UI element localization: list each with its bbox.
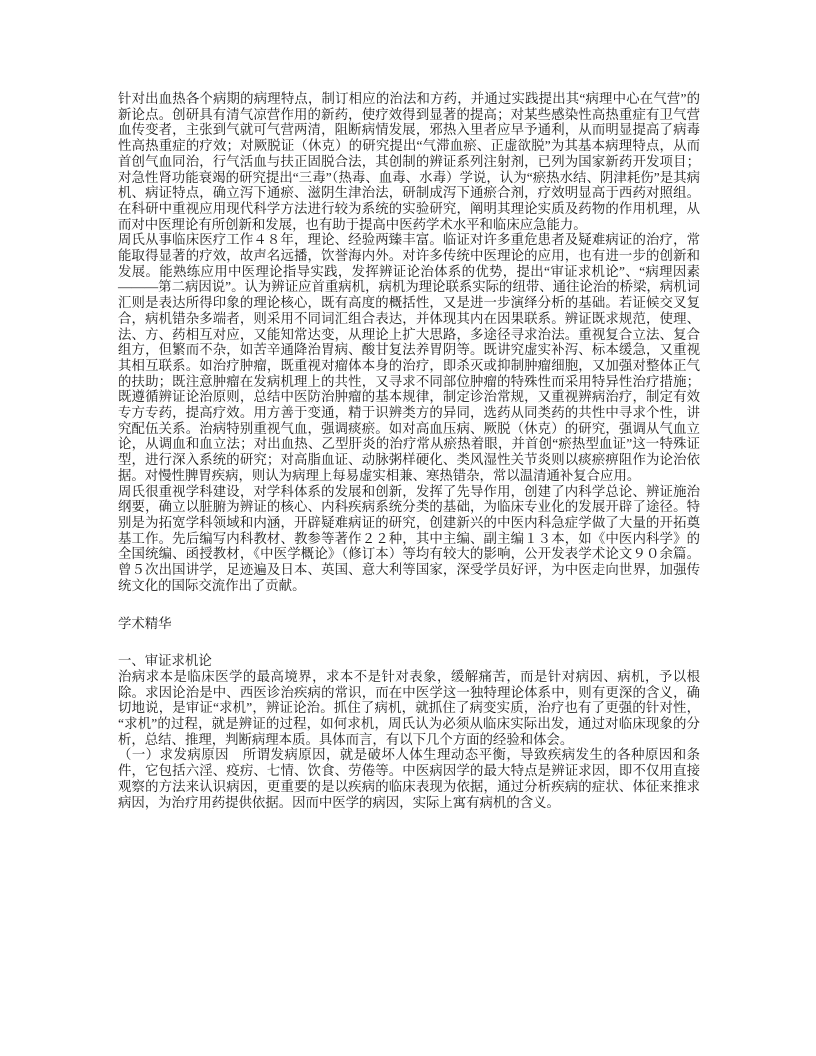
- paragraph-research-achievements: 针对出血热各个病期的病理特点，制订相应的治法和方药，并通过实践提出其“病理中心在气营”的新论点。创研具有清气凉营作用的新药，使疗效得到显著的提高；对某些感染性高热重症有卫气营血传变者，主张到气就可气营两清，阻断病情发展，邪热入里者应早予通利，从而明显提高了病毒性高热重症的疗效；对厥脱证（休克）的研究提出“气滞血瘀、正虚欲脱”为其基本病理特点，从而首创气血同治，行气活血与扶正固脱合法，其创制的辨证系列注射剂，已列为国家新药开发项目；对急性肾功能衰竭的研究提出“三毒”（热毒、血毒、水毒）学说，认为“瘀热水结、阴津耗伤”是其病机、病证特点，确立泻下通瘀、滋阴生津治法，研制成泻下通瘀合剂，疗效明显高于西药对照组。在科研中重视应用现代科学方法进行较为系统的实验研究，阐明其理论实质及药物的作用机理，从而对中医理论有所创新和发展，也有助于提高中医药学术水平和临床应急能力。: [118, 91, 700, 232]
- section-heading-academic-essence: 学术精华: [118, 615, 172, 631]
- paragraph-discipline-building: 周氏很重视学科建设，对学科体系的发展和创新，发挥了先导作用，创建了内科学总论、辨证施治纲要，确立以脏腑为辨证的核心、内科疾病系统分类的基础，为临床专业化的发展开辟了途径。特别是为拓宽学科领域和内涵，开辟疑难病证的研究，创建新兴的中医内科急症学做了大量的开拓奠基工作。先后编写内科教材、教参等著作２２种，其中主编、副主编１３本，如《中医内科学》的全国统编、函授教材，《中医学概论》（修订本）等均有较大的影响，公开发表学术论文９０余篇。曾５次出国讲学，足迹遍及日本、英国、意大利等国家，深受学员好评，为中医走向世界，加强传统文化的国际交流作出了贡献。: [118, 483, 700, 593]
- paragraph-clinical-experience: 周氏从事临床医疗工作４８年，理论、经验两臻丰富。临证对许多重危患者及疑难病证的治疗，常能取得显著的疗效，故声名远播，饮誉海内外。对许多传统中医理论的应用，也有进一步的创新和发展。能熟练应用中医理论指导实践，发挥辨证论治体系的优势，提出“审证求机论”、“病理因素———第二病因说”。认为辨证应首重病机，病机为理论联系实际的纽带、通往论治的桥梁，病机词汇则是表达所得印象的理论核心，既有高度的概括性，又是进一步演绎分析的基础。若证候交叉复合，病机错杂多端者，则采用不同词汇组合表达，并体现其内在因果联系。辨证既求规范，使理、法、方、药相互对应，又能知常达变，从理论上扩大思路，多途径寻求治法。重视复合立法、复合组方，但繁而不杂，如苦辛通降治胃病、酸甘复法养胃阴等。既讲究虚实补泻、标本缓急，又重视其相互联系。如治疗肿瘤，既重视对瘤体本身的治疗，即杀灭或抑制肿瘤细胞，又加强对整体正气的扶助；既注意肿瘤在发病机理上的共性，又寻求不同部位肿瘤的特殊性而采用特异性治疗措施；既遵循辨证论治原则，总结中医防治肿瘤的基本规律，制定诊治常规，又重视辨病治疗，制定有效专方专药，提高疗效。用方善于变通，精于识辨类方的异同，选药从同类药的共性中寻求个性，讲究配伍关系。治病特别重视气血，强调痰瘀。如对高血压病、厥脱（休克）的研究，强调从气血立论，从调血和血立法；对出血热、乙型肝炎的治疗常从瘀热着眼，并首创“瘀热型血证”这一特殊证型，进行深入系统的研究；对高脂血证、动脉粥样硬化、类风湿性关节炎则以痰瘀痹阻作为论治依据。对慢性脾胃疾病，则认为病理上每易虚实相兼、寒热错杂，常以温清通补复合应用。: [118, 232, 700, 483]
- subsection-heading-pattern-mechanism: 一、审证求机论: [118, 653, 212, 669]
- paragraph-treating-root-cause: 治病求本是临床医学的最高境界，求本不是针对表象，缓解痛苦，而是针对病因、病机，予以根除。求因论治是中、西医诊治疾病的常识，而在中医学这一独特理论体系中，则有更深的含义，确切地说，是审证“求机”，辨证论治。抓住了病机，就抓住了病变实质，治疗也有了更强的针对性，“求机”的过程，就是辨证的过程，如何求机，周氏认为必须从临床实际出发，通过对临床现象的分析，总结、推理，判断病理本质。具体而言，有以下几个方面的经验和体会。: [118, 668, 700, 747]
- paragraph-seeking-etiology: （一）求发病原因 所谓发病原因，就是破坏人体生理动态平衡，导致疾病发生的各种原因和条件，它包括六淫、疫疠、七情、饮食、劳倦等。中医病因学的最大特点是辨证求因，即不仅用直接观察的方法来认识病因，更重要的是以疾病的临床表现为依据，通过分析疾病的症状、体征来推求病因，为治疗用药提供依据。因而中医学的病因，实际上寓有病机的含义。: [118, 747, 700, 810]
- document-content: [118, 91, 700, 810]
